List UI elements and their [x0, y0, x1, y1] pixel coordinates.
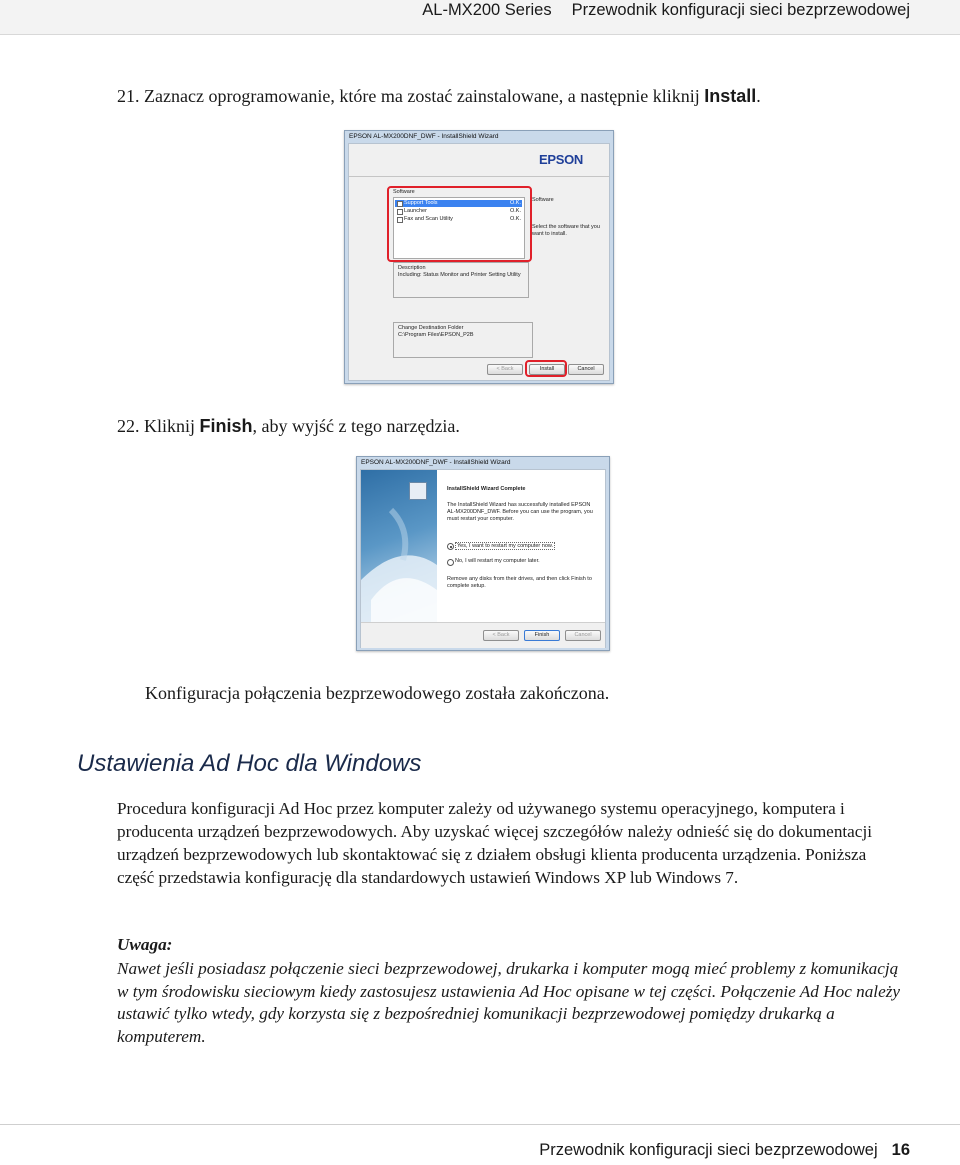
- software-item-name[interactable]: Fax and Scan Utility: [404, 216, 453, 222]
- step-22-bold: Finish: [199, 416, 253, 436]
- description-box: [393, 262, 529, 298]
- install-highlight-box: [525, 360, 567, 377]
- wizard-side-graphic: [361, 470, 437, 622]
- remove-disks-text-2: complete setup.: [447, 583, 486, 589]
- finish-button[interactable]: Finish: [524, 630, 560, 641]
- step-22-after: , aby wyjść z tego narzędzia.: [252, 416, 460, 436]
- install-dialog-body: [348, 143, 610, 381]
- footer-title: Przewodnik konfiguracji sieci bezprzewodowej: [539, 1141, 878, 1159]
- step-21: [117, 86, 761, 107]
- step-22-text: Kliknij: [144, 416, 200, 436]
- step-21-bold: Install: [704, 86, 757, 106]
- page-number: 16: [891, 1141, 910, 1159]
- back-button[interactable]: < Back: [483, 630, 519, 641]
- radio-no[interactable]: [447, 559, 454, 566]
- note-heading: Uwaga:: [117, 935, 173, 954]
- radio-yes[interactable]: [447, 543, 454, 550]
- remove-disks-text-1: Remove any disks from their drives, and then click Finish to: [447, 576, 592, 582]
- install-dialog-screenshot: [344, 130, 614, 384]
- side-text-1: Select the software that you: [532, 224, 600, 230]
- cancel-button[interactable]: Cancel: [568, 364, 604, 375]
- install-dialog-title: EPSON AL-MX200DNF_DWF - InstallShield Wizard: [349, 133, 499, 140]
- wizard-message-2: AL-MX200DNF_DWF. Before you can use the program, you: [447, 509, 593, 515]
- software-highlight-box: [387, 186, 532, 262]
- software-item-name[interactable]: Launcher: [404, 208, 427, 214]
- software-item-name[interactable]: Support Tools: [404, 200, 438, 206]
- header-series: AL-MX200 Series: [422, 1, 552, 19]
- finish-dialog-title: EPSON AL-MX200DNF_DWF - InstallShield Wizard: [361, 459, 511, 466]
- wizard-message-3: must restart your computer.: [447, 516, 514, 522]
- side-title: Software: [532, 197, 554, 203]
- page-footer: [539, 1141, 910, 1160]
- radio-yes-label[interactable]: Yes, I want to restart my computer now.: [457, 543, 554, 549]
- note-text: Nawet jeśli posiadasz połączenie sieci bezprzewodowej, drukarka i komputer mogą mieć problemy z komunikacją w tym środowisku sieciowym kiedy zastosujesz ustawienia Ad Hoc opisane w tej części. Połączenie Ad Hoc należy ustawić tylko wtedy, gdy korzysta się z bezpośredniej komunikacji bezprzewodowej pomiędzy drukarką a komputerem.: [117, 959, 901, 1046]
- radio-no-label[interactable]: No, I will restart my computer later.: [455, 558, 540, 564]
- section-title: Ustawienia Ad Hoc dla Windows: [77, 750, 422, 777]
- radio-selected-dot: [450, 546, 452, 548]
- step-21-number: 21.: [117, 86, 140, 106]
- step-22: [117, 416, 460, 437]
- wizard-message-1: The InstallShield Wizard has successfully installed EPSON: [447, 502, 591, 508]
- wizard-complete-heading: InstallShield Wizard Complete: [447, 486, 526, 492]
- step-21-after: .: [756, 86, 761, 106]
- side-text-2: want to install.: [532, 231, 567, 237]
- back-button[interactable]: < Back: [487, 364, 523, 375]
- dialog-divider: [349, 176, 609, 177]
- section-paragraph: Procedura konfiguracji Ad Hoc przez komputer zależy od używanego systemu operacyjnego, komputera i producenta urządzeń bezprzewodowych. Aby uzyskać więcej szczegółów należy odnieść się do dokumentacji urządzeń bezprzewodowych lub skontaktować się z działem obsługi klienta producenta urządzenia. Poniższa część przedstawia konfigurację dla standardowych ustawień Windows XP lub Windows 7.: [117, 799, 872, 887]
- cancel-button[interactable]: Cancel: [565, 630, 601, 641]
- finish-dialog-body: [360, 469, 606, 648]
- step-21-text: Zaznacz oprogramowanie, które ma zostać zainstalowane, a następnie kliknij: [144, 86, 705, 106]
- software-label: Software: [393, 189, 415, 195]
- epson-logo: EPSON: [539, 152, 584, 167]
- description-label: Description: [398, 265, 426, 271]
- software-item-status: O.K.: [510, 216, 522, 222]
- header-text: [422, 1, 910, 20]
- finish-dialog-screenshot: [356, 456, 610, 651]
- footer-divider: [0, 1124, 960, 1125]
- installer-icon: [409, 482, 427, 500]
- destination-label: Change Destination Folder: [398, 325, 464, 331]
- destination-box: [393, 322, 533, 358]
- completion-text: Konfiguracja połączenia bezprzewodowego została zakończona.: [145, 683, 610, 703]
- header-title: Przewodnik konfiguracji sieci bezprzewodowej: [571, 1, 910, 19]
- description-text: Including: Status Monitor and Printer Setting Utility: [398, 272, 521, 278]
- software-item-status: O.K.: [510, 200, 522, 206]
- install-button[interactable]: Install: [529, 364, 565, 375]
- destination-path: C:\Program Files\EPSON_P2B: [398, 332, 474, 338]
- step-22-number: 22.: [117, 416, 140, 436]
- software-item-status: O.K.: [510, 208, 522, 214]
